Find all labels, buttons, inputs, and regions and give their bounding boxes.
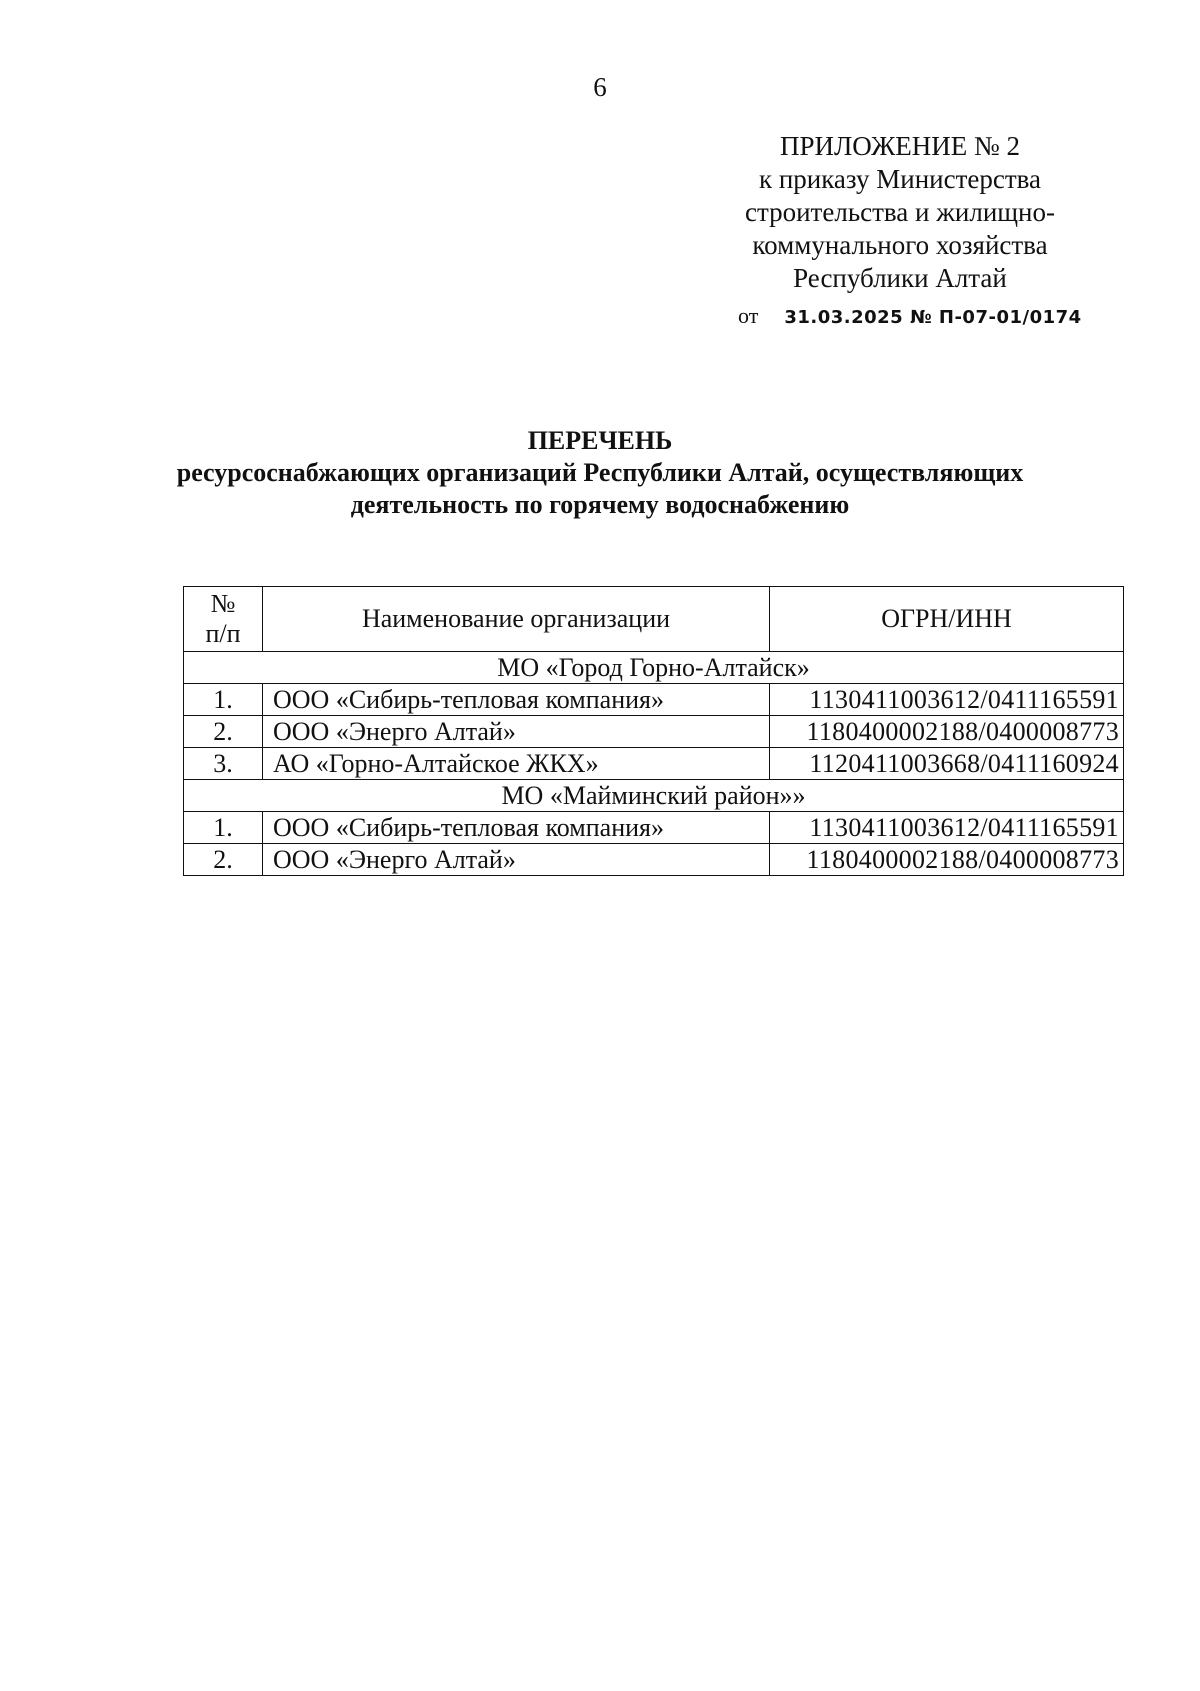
table-row <box>184 716 1124 748</box>
order-prefix: от <box>738 303 759 328</box>
group-row <box>184 780 1124 812</box>
row-number: 2. <box>184 716 263 748</box>
heading-subtitle-line: ресурсоснабжающих организаций Республики Алтай, осуществляющих <box>176 458 1024 487</box>
row-number: 1. <box>184 684 263 716</box>
table-row <box>184 748 1124 780</box>
group-row <box>184 652 1124 684</box>
page-number: 6 <box>593 72 607 102</box>
organization-name: ООО «Сибирь-тепловая компания» <box>263 812 770 844</box>
header-number-pp: п/п <box>205 619 241 648</box>
table-row <box>184 812 1124 844</box>
appendix-block <box>735 130 1065 295</box>
table-row <box>184 684 1124 716</box>
heading-title: ПЕРЕЧЕНЬ <box>527 426 673 455</box>
document-heading <box>0 425 1200 521</box>
group-title: МО «Город Горно-Алтайск» <box>184 652 1124 684</box>
header-number <box>184 587 263 652</box>
row-number: 3. <box>184 748 263 780</box>
ogrn-inn: 1120411003668/0411160924 <box>770 748 1124 780</box>
ogrn-inn: 1180400002188/0400008773 <box>770 716 1124 748</box>
header-organization-name: Наименование организации <box>263 587 770 652</box>
appendix-line: к приказу Министерства <box>758 164 1042 194</box>
ogrn-inn: 1130411003612/0411165591 <box>770 684 1124 716</box>
organization-name: АО «Горно-Алтайское ЖКХ» <box>263 748 770 780</box>
organizations-table <box>183 586 1124 876</box>
order-reference <box>738 303 1082 329</box>
ogrn-inn: 1180400002188/0400008773 <box>770 844 1124 876</box>
appendix-line: строительства и жилищно- <box>745 197 1055 227</box>
header-number-sign: № <box>210 589 236 618</box>
header-ogrn-inn: ОГРН/ИНН <box>770 587 1124 652</box>
heading-subtitle-line: деятельность по горячему водоснабжению <box>350 490 850 519</box>
appendix-line: Республики Алтай <box>793 263 1007 293</box>
order-number-stamp: 31.03.2025 № П-07-01/0174 <box>784 307 1082 328</box>
table-header-row <box>184 587 1124 652</box>
row-number: 1. <box>184 812 263 844</box>
organization-name: ООО «Энерго Алтай» <box>263 716 770 748</box>
organization-name: ООО «Сибирь-тепловая компания» <box>263 684 770 716</box>
row-number: 2. <box>184 844 263 876</box>
table-row <box>184 844 1124 876</box>
group-title: МО «Майминский район»» <box>184 780 1124 812</box>
appendix-line: коммунального хозяйства <box>752 230 1048 260</box>
organization-name: ООО «Энерго Алтай» <box>263 844 770 876</box>
ogrn-inn: 1130411003612/0411165591 <box>770 812 1124 844</box>
appendix-title: ПРИЛОЖЕНИЕ № 2 <box>779 131 1021 161</box>
